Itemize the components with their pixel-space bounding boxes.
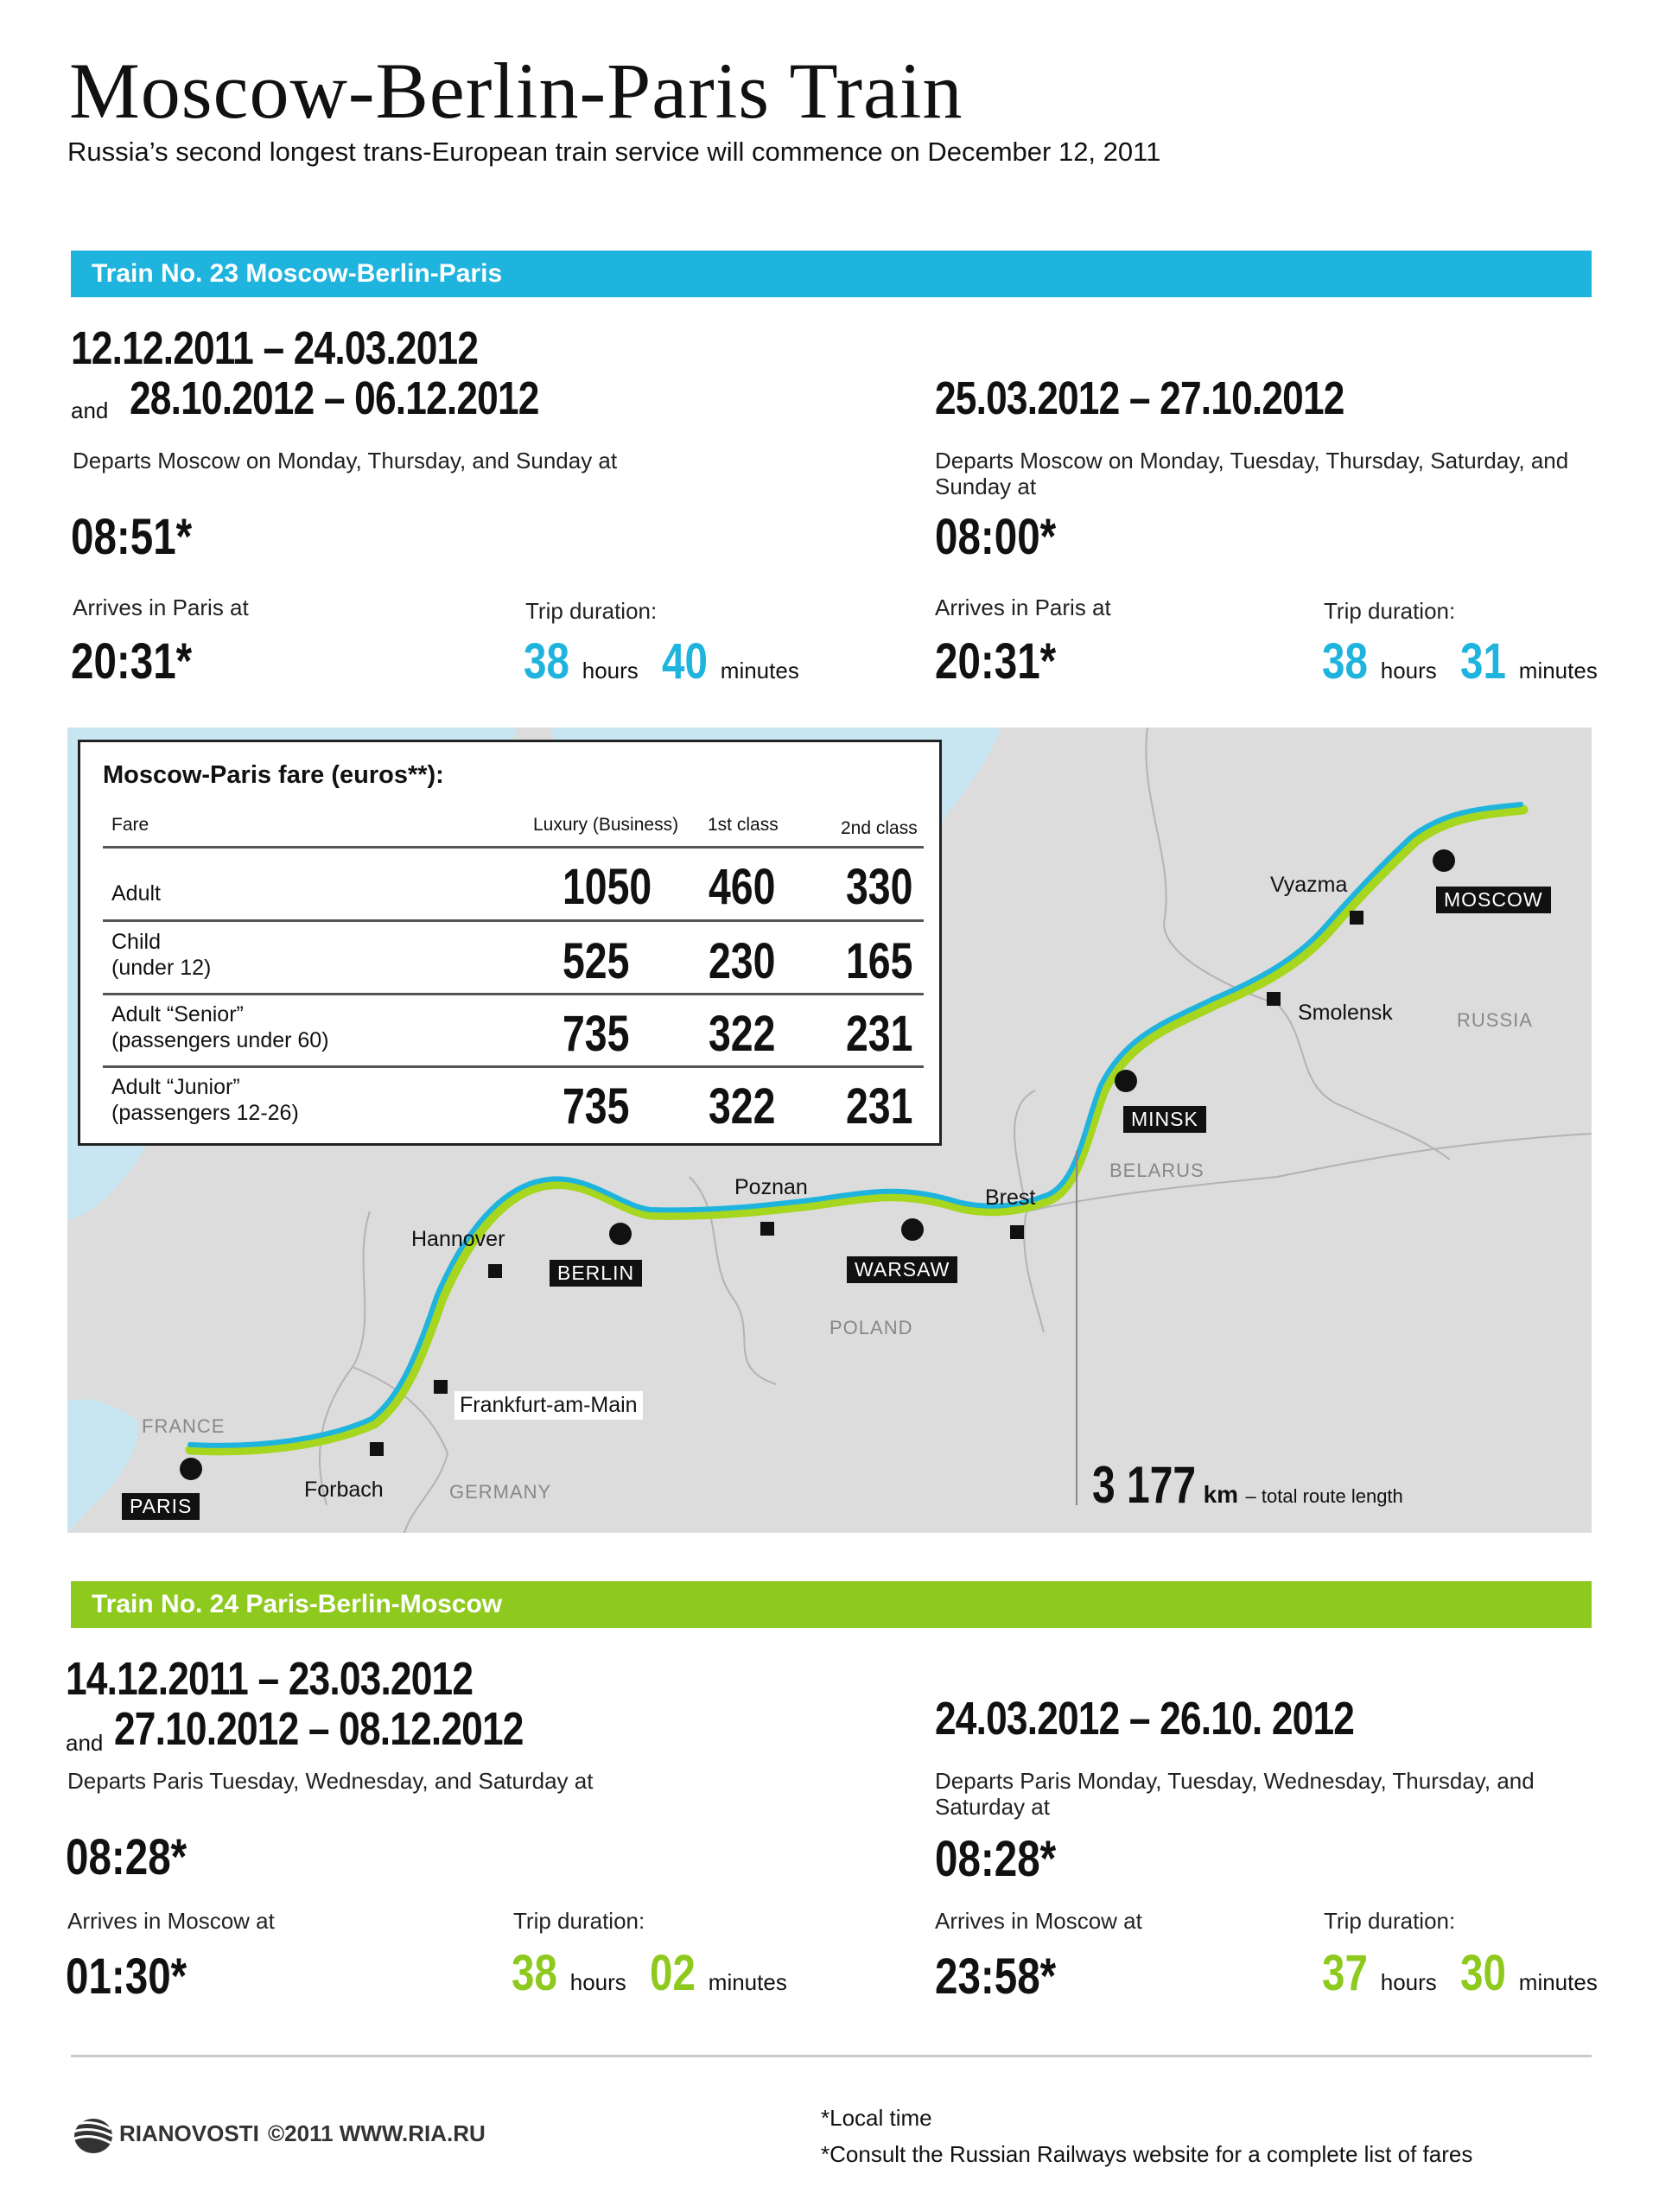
page-title: Moscow-Berlin-Paris Train: [69, 47, 963, 135]
fare-row-name: [111, 929, 211, 981]
fare-row-title: Adult “Junior”: [111, 1075, 240, 1099]
t24-right-departs: Departs Paris Monday, Tuesday, Wednesday, Thursday, and Saturday at: [935, 1768, 1535, 1820]
brest-stop: [1010, 1225, 1024, 1239]
footnote-fares: *Consult the Russian Railways website for a complete list of fares: [821, 2141, 1473, 2167]
duration-hours: 37: [1322, 1945, 1368, 2001]
t23-left-duration: [524, 632, 799, 690]
hannover-stop: [488, 1264, 502, 1278]
minutes-unit: minutes: [1518, 658, 1598, 683]
fare-first: 460: [709, 859, 776, 915]
footer-brand: RIANOVOSTI: [119, 2120, 259, 2146]
t24-left-duration-label: Trip duration:: [513, 1908, 645, 1934]
paris-dot: [180, 1458, 202, 1480]
total-km-unit: km: [1203, 1481, 1239, 1508]
footer-copyright: ©2011 WWW.RIA.RU: [268, 2120, 486, 2146]
country-france: FRANCE: [142, 1415, 226, 1437]
hours-unit: hours: [582, 658, 639, 683]
duration-minutes: 02: [650, 1945, 696, 2001]
fare-title: Moscow-Paris fare (euros**):: [103, 761, 444, 789]
t23-right-arrive-time: 20:31*: [935, 633, 1057, 690]
t24-right-dates1: 24.03.2012 – 26.10. 2012: [935, 1693, 1355, 1745]
fare-header-divider: [103, 846, 924, 849]
t23-left-dates1: 12.12.2011 – 24.03.2012: [71, 322, 479, 374]
label-forbach: Forbach: [304, 1478, 384, 1502]
label-brest: Brest: [985, 1185, 1036, 1210]
fare-second: 231: [846, 1078, 913, 1135]
germany-west-border: [320, 1211, 370, 1505]
t23-right-dates1: 25.03.2012 – 27.10.2012: [935, 372, 1344, 424]
label-minsk: MINSK: [1123, 1106, 1206, 1133]
t23-left-and: and: [71, 397, 109, 423]
label-warsaw: WARSAW: [847, 1256, 957, 1283]
hours-unit: hours: [1380, 1969, 1437, 1995]
forbach-stop: [370, 1442, 384, 1456]
t24-left-arrive-time: 01:30*: [66, 1948, 188, 2005]
t23-right-duration: [1322, 632, 1598, 690]
fare-row-title: Adult “Senior”: [111, 1002, 244, 1027]
t23-right-departs: Departs Moscow on Monday, Tuesday, Thursday, Saturday, and Sunday at: [935, 448, 1569, 499]
fare-first: 230: [709, 933, 776, 989]
fare-header-first: 1st class: [708, 815, 779, 835]
label-frankfurt: Frankfurt-am-Main: [454, 1391, 643, 1420]
t24-left-depart-time: 08:28*: [66, 1829, 188, 1885]
fare-table: [78, 740, 942, 1146]
hours-unit: hours: [569, 1969, 626, 1995]
train-23-band: Train No. 23 Moscow-Berlin-Paris: [71, 251, 1592, 297]
t24-right-duration: [1322, 1944, 1598, 2002]
fare-row-title: Child: [111, 930, 161, 954]
t23-right-duration-label: Trip duration:: [1324, 598, 1456, 624]
t23-left-duration-label: Trip duration:: [525, 598, 658, 624]
fare-header-luxury: Luxury (Business): [533, 815, 679, 835]
label-berlin: BERLIN: [550, 1260, 642, 1287]
fare-row-divider: [103, 1065, 924, 1068]
minsk-dot: [1115, 1070, 1137, 1092]
t24-right-arrives-label: Arrives in Moscow at: [935, 1908, 1142, 1934]
t23-left-depart-time: 08:51*: [71, 509, 193, 565]
duration-minutes: 40: [662, 633, 708, 690]
fare-row-name: Adult: [111, 881, 161, 906]
poznan-stop: [760, 1222, 774, 1236]
frankfurt-stop: [434, 1380, 448, 1394]
fare-row-sub: (passengers under 60): [111, 1028, 329, 1052]
fare-header-fare: Fare: [111, 815, 149, 835]
total-length: [1092, 1455, 1403, 1515]
t24-right-depart-time: 08:28*: [935, 1831, 1057, 1887]
t24-left-dates1: 14.12.2011 – 23.03.2012: [66, 1653, 474, 1705]
berlin-dot: [609, 1223, 632, 1245]
label-vyazma: Vyazma: [1270, 873, 1348, 897]
duration-hours: 38: [1322, 633, 1368, 690]
t23-left-arrives-label: Arrives in Paris at: [73, 594, 249, 620]
duration-hours: 38: [524, 633, 569, 690]
label-hannover: Hannover: [411, 1227, 505, 1251]
hours-unit: hours: [1380, 658, 1437, 683]
t24-right-arrive-time: 23:58*: [935, 1948, 1057, 2005]
duration-minutes: 31: [1460, 633, 1506, 690]
fare-second: 330: [846, 859, 913, 915]
t24-left-departs: Departs Paris Tuesday, Wednesday, and Saturday at: [67, 1768, 594, 1794]
t24-right-duration-label: Trip duration:: [1324, 1908, 1456, 1934]
fare-first: 322: [709, 1006, 776, 1062]
footer-divider: [71, 2055, 1592, 2057]
t23-left-arrive-time: 20:31*: [71, 633, 193, 690]
train-24-band: Train No. 24 Paris-Berlin-Moscow: [71, 1581, 1592, 1628]
label-smolensk: Smolensk: [1298, 1001, 1393, 1025]
fare-second: 231: [846, 1006, 913, 1062]
t24-left-and: and: [66, 1730, 104, 1756]
t24-left-duration: [512, 1944, 787, 2002]
country-russia: RUSSIA: [1457, 1009, 1533, 1031]
country-belarus: BELARUS: [1109, 1160, 1205, 1181]
t23-left-dates2: 28.10.2012 – 06.12.2012: [130, 372, 539, 424]
t24-left-arrives-label: Arrives in Moscow at: [67, 1908, 275, 1934]
fare-header-second: 2nd class: [841, 818, 918, 838]
label-poznan: Poznan: [734, 1175, 808, 1199]
total-km-value: 3 177: [1092, 1456, 1197, 1514]
t23-left-departs: Departs Moscow on Monday, Thursday, and Sunday at: [73, 448, 618, 474]
fare-luxury: 525: [563, 933, 630, 989]
total-km-label: – total route length: [1245, 1485, 1403, 1507]
fare-row-sub: (under 12): [111, 956, 212, 980]
minutes-unit: minutes: [708, 1969, 787, 1995]
t23-right-depart-time: 08:00*: [935, 509, 1057, 565]
warsaw-dot: [901, 1218, 924, 1241]
duration-minutes: 30: [1460, 1945, 1506, 2001]
country-germany: GERMANY: [449, 1481, 552, 1503]
country-poland: POLAND: [830, 1317, 913, 1338]
t24-left-dates2: 27.10.2012 – 08.12.2012: [114, 1703, 524, 1755]
fare-luxury: 1050: [563, 859, 652, 915]
fare-row-name: [111, 1074, 299, 1126]
fare-row-sub: (passengers 12-26): [111, 1101, 299, 1125]
ria-logo-icon: [67, 2113, 114, 2155]
fare-first: 322: [709, 1078, 776, 1135]
fare-row-divider: [103, 919, 924, 922]
fare-second: 165: [846, 933, 913, 989]
label-paris: PARIS: [122, 1493, 200, 1520]
footnote-local-time: *Local time: [821, 2105, 932, 2131]
label-moscow: MOSCOW: [1436, 887, 1551, 913]
minutes-unit: minutes: [720, 658, 799, 683]
fare-row-name: [111, 1001, 329, 1053]
fare-row-divider: [103, 993, 924, 995]
page-subtitle: Russia’s second longest trans-European train service will commence on December 12, 2011: [67, 137, 1161, 167]
moscow-dot: [1433, 849, 1455, 872]
duration-hours: 38: [512, 1945, 557, 2001]
fare-luxury: 735: [563, 1078, 630, 1135]
smolensk-stop: [1267, 992, 1281, 1006]
fare-luxury: 735: [563, 1006, 630, 1062]
russia-border: [1146, 728, 1450, 1160]
minutes-unit: minutes: [1518, 1969, 1598, 1995]
vyazma-stop: [1350, 911, 1363, 925]
t23-right-arrives-label: Arrives in Paris at: [935, 594, 1111, 620]
